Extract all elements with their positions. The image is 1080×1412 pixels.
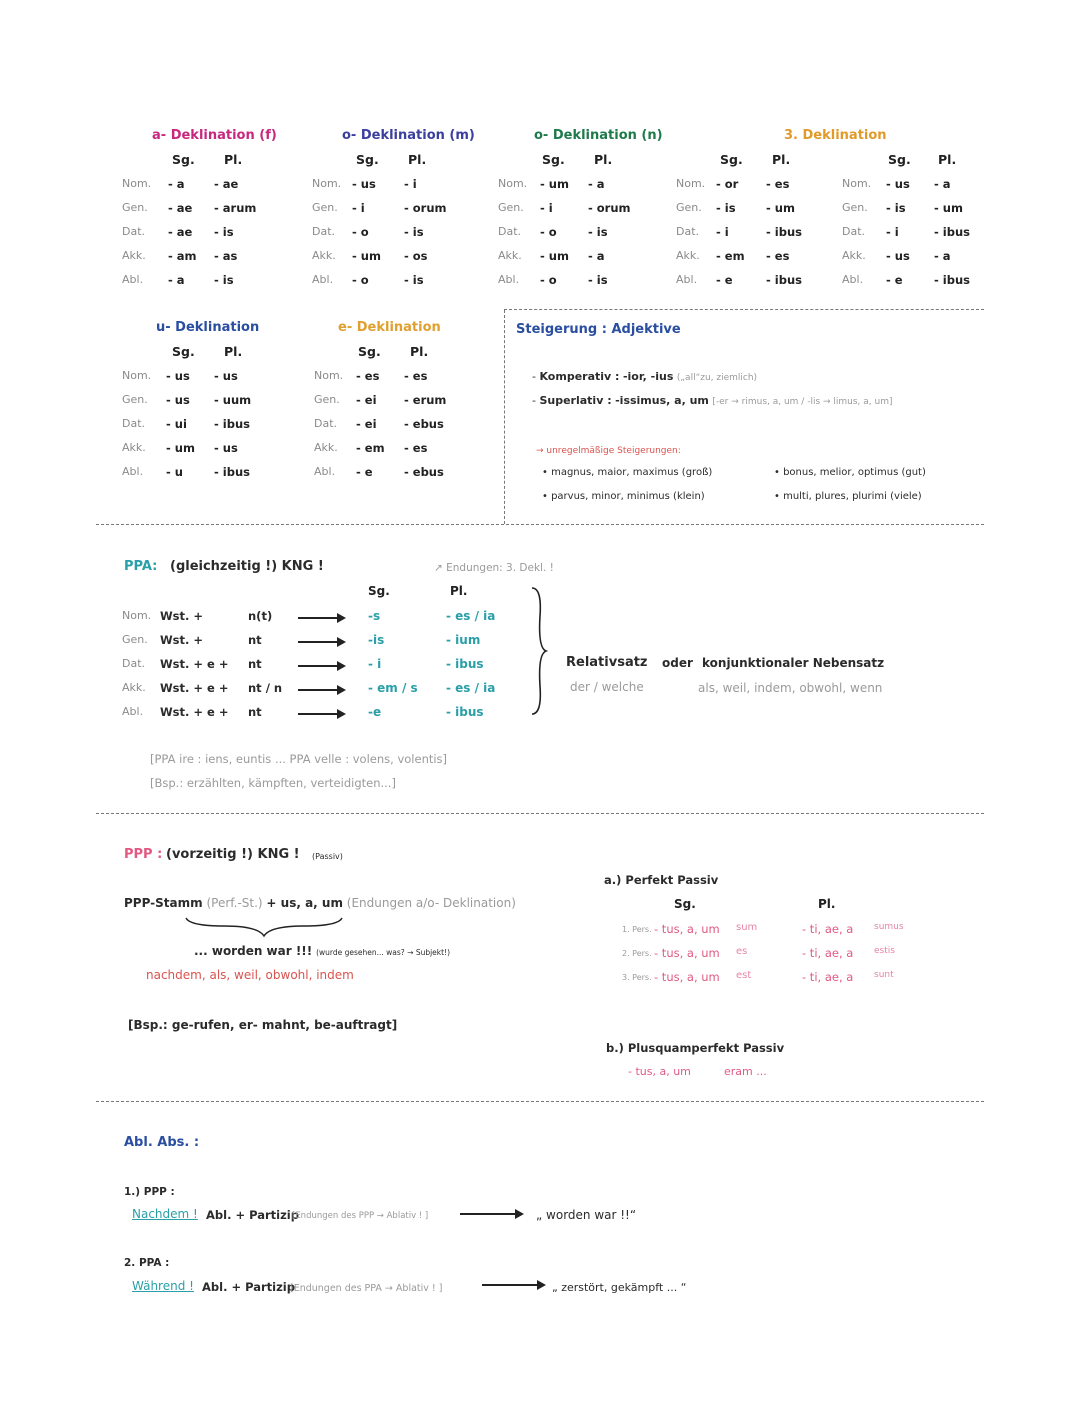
singular-header: Sg. xyxy=(888,152,911,167)
section-divider xyxy=(96,813,984,814)
ppa-singular-ending: - em / s xyxy=(368,681,418,695)
perfekt-singular-ending: - tus, a, um xyxy=(654,922,720,936)
section-divider xyxy=(96,524,984,525)
singular-ending: - um xyxy=(352,249,381,263)
singular-header: Sg. xyxy=(358,344,381,359)
plural-ending: - ibus xyxy=(934,225,970,239)
perfekt-plural-aux: sumus xyxy=(874,922,904,932)
singular-ending: - o xyxy=(540,273,557,287)
case-label: Abl. xyxy=(676,273,698,286)
plural-ending: - i xyxy=(404,177,417,191)
perfekt-person-label: 3. Pers. xyxy=(622,973,652,982)
ppa-endings-note: ↗ Endungen: 3. Dekl. ! xyxy=(434,562,554,574)
plural-ending: - es xyxy=(766,177,790,191)
case-label: Akk. xyxy=(842,249,866,262)
ppa-case-label: Nom. xyxy=(122,609,152,622)
declension-title: 3. Deklination xyxy=(784,128,887,143)
singular-header: Sg. xyxy=(542,152,565,167)
perfekt-plural-ending: - ti, ae, a xyxy=(802,946,854,960)
singular-ending: - o xyxy=(352,225,369,239)
irregular-text: bonus, melior, optimus (gut) xyxy=(783,467,926,478)
plural-ending: - arum xyxy=(214,201,257,215)
plural-ending: - a xyxy=(934,249,951,263)
ppa-brace xyxy=(528,586,548,716)
plural-ending: - ibus xyxy=(214,465,250,479)
singular-ending: - em xyxy=(716,249,745,263)
perfekt-singular-aux: sum xyxy=(736,922,758,933)
plural-header: Pl. xyxy=(594,152,613,167)
konjunktional-label: konjunktionaler Nebensatz xyxy=(702,656,885,670)
ppa-plural-ending: - es / ia xyxy=(446,681,496,695)
singular-header: Sg. xyxy=(172,152,195,167)
case-label: Abl. xyxy=(842,273,864,286)
plural-ending: - is xyxy=(404,273,424,287)
ppa-row-arrow xyxy=(298,665,344,667)
ppp-stem-line xyxy=(124,896,516,910)
ppp-underbrace xyxy=(184,916,344,938)
singular-ending: - um xyxy=(540,249,569,263)
perfekt-singular-aux: es xyxy=(736,946,748,957)
plural-ending: - es xyxy=(404,441,428,455)
case-label: Dat. xyxy=(676,225,700,238)
ppa-sg-header: Sg. xyxy=(368,584,390,598)
perfekt-person-label: 2. Pers. xyxy=(622,949,652,958)
ppa-singular-ending: -e xyxy=(368,705,382,719)
plural-ending: - orum xyxy=(404,201,447,215)
ppp-conjunctions: nachdem, als, weil, obwohl, indem xyxy=(146,968,354,982)
ppa-suffix: nt / n xyxy=(248,681,283,695)
case-label: Dat. xyxy=(122,225,146,238)
plural-ending: - ibus xyxy=(214,417,250,431)
ppa-case-label: Akk. xyxy=(122,681,146,694)
oder-label: oder xyxy=(662,656,693,670)
ppa-subtitle: (gleichzeitig !) KNG ! xyxy=(170,559,324,574)
plural-ending: - ibus xyxy=(766,225,802,239)
singular-header: Sg. xyxy=(172,344,195,359)
case-label: Dat. xyxy=(122,417,146,430)
case-label: Abl. xyxy=(498,273,520,286)
singular-ending: - ae xyxy=(168,201,193,215)
singular-ending: - e xyxy=(356,465,373,479)
plural-ending: - ibus xyxy=(934,273,970,287)
ppa-singular-ending: -is xyxy=(368,633,385,647)
singular-header: Sg. xyxy=(356,152,379,167)
case-label: Gen. xyxy=(676,201,702,214)
case-label: Gen. xyxy=(498,201,524,214)
ppa-plural-ending: - ibus xyxy=(446,705,484,719)
singular-ending: - e xyxy=(716,273,733,287)
ablabs-item2-result: „ zerstört, gekämpft ... “ xyxy=(552,1281,687,1294)
ablabs-item1-arrow xyxy=(460,1213,522,1215)
plural-header: Pl. xyxy=(224,344,243,359)
case-label: Dat. xyxy=(842,225,866,238)
declension-title: o- Deklination (n) xyxy=(534,128,663,143)
ablabs-item1-keyword: Nachdem ! xyxy=(132,1207,198,1221)
case-label: Abl. xyxy=(312,273,334,286)
ppp-title: PPP : xyxy=(124,847,163,862)
singular-ending: - ei xyxy=(356,393,377,407)
case-label: Dat. xyxy=(314,417,338,430)
plural-ending: - ibus xyxy=(766,273,802,287)
case-label: Akk. xyxy=(122,441,146,454)
ablabs-item1-result: „ worden war !!“ xyxy=(536,1208,637,1222)
singular-ending: - us xyxy=(886,249,910,263)
case-label: Akk. xyxy=(312,249,336,262)
ppa-plural-ending: - ium xyxy=(446,633,481,647)
ppp-stem-note: (Endungen a/o- Deklination) xyxy=(346,896,516,910)
singular-ending: - um xyxy=(166,441,195,455)
ppa-plural-ending: - es / ia xyxy=(446,609,496,623)
plural-ending: - a xyxy=(934,177,951,191)
plural-header: Pl. xyxy=(938,152,957,167)
irregular-item: • magnus, maior, maximus (groß) xyxy=(542,467,713,478)
ablabs-item1-rule: Abl. + Partizip xyxy=(206,1208,299,1222)
plural-ending: - uum xyxy=(214,393,252,407)
case-label: Nom. xyxy=(314,369,344,382)
superlativ-line: - Superlativ : -issimus, a, um [-er → rimus, a, um / -lis → limus, a, um] xyxy=(532,394,893,407)
case-label: Nom. xyxy=(498,177,528,190)
plusquamperfekt-title: b.) Plusquamperfekt Passiv xyxy=(606,1041,785,1055)
plural-ending: - um xyxy=(934,201,963,215)
superlativ-endings: -issimus, a, um xyxy=(615,394,709,407)
singular-ending: - i xyxy=(716,225,729,239)
ppa-row-arrow xyxy=(298,689,344,691)
singular-ending: - us xyxy=(166,393,190,407)
ppa-row-arrow xyxy=(298,713,344,715)
ppa-plural-ending: - ibus xyxy=(446,657,484,671)
case-label: Nom. xyxy=(842,177,872,190)
case-label: Abl. xyxy=(122,465,144,478)
perfekt-singular-ending: - tus, a, um xyxy=(654,946,720,960)
relativsatz-label: Relativsatz xyxy=(566,655,648,670)
plusquamperfekt-endings: - tus, a, um xyxy=(628,1065,691,1078)
ppa-stem: Wst. + xyxy=(160,609,204,623)
ppa-row-arrow xyxy=(298,617,344,619)
singular-ending: - us xyxy=(352,177,376,191)
singular-ending: - ei xyxy=(356,417,377,431)
singular-ending: - um xyxy=(540,177,569,191)
singular-ending: - or xyxy=(716,177,739,191)
ppa-stem: Wst. + xyxy=(160,633,204,647)
ppa-stem: Wst. + e + xyxy=(160,657,229,671)
section-divider xyxy=(96,1101,984,1102)
komparativ-note: („all“zu, ziemlich) xyxy=(676,373,758,383)
ablabs-item1-label: 1.) PPP : xyxy=(124,1186,175,1198)
perfekt-person-label: 1. Pers. xyxy=(622,925,652,934)
superlativ-note: [-er → rimus, a, um / -lis → limus, a, um] xyxy=(712,397,893,407)
case-label: Gen. xyxy=(122,201,148,214)
singular-header: Sg. xyxy=(720,152,743,167)
case-label: Abl. xyxy=(314,465,336,478)
plural-header: Pl. xyxy=(224,152,243,167)
komparativ-line: - Komperativ : -ior, -ius („all“zu, ziemlich) xyxy=(532,370,758,383)
ppp-example: [Bsp.: ge-rufen, er- mahnt, be-auftragt] xyxy=(128,1018,398,1032)
perfekt-plural-ending: - ti, ae, a xyxy=(802,970,854,984)
perfekt-singular-ending: - tus, a, um xyxy=(654,970,720,984)
case-label: Nom. xyxy=(122,177,152,190)
ablabs-item2-keyword: Während ! xyxy=(132,1279,194,1293)
komparativ-endings: -ior, -ius xyxy=(622,370,674,383)
plural-ending: - orum xyxy=(588,201,631,215)
perfekt-sg-header: Sg. xyxy=(674,897,696,911)
plural-ending: - is xyxy=(588,273,608,287)
ppp-stem-label: PPP-Stamm xyxy=(124,896,203,910)
perfekt-plural-aux: sunt xyxy=(874,970,894,980)
superlativ-label: Superlativ : xyxy=(539,394,612,407)
plural-header: Pl. xyxy=(772,152,791,167)
ppa-case-label: Abl. xyxy=(122,705,144,718)
ppp-worden-line xyxy=(194,944,450,958)
perfekt-singular-aux: est xyxy=(736,970,752,981)
case-label: Nom. xyxy=(676,177,706,190)
irregular-item: • parvus, minor, minimus (klein) xyxy=(542,491,705,502)
singular-ending: - u xyxy=(166,465,183,479)
case-label: Gen. xyxy=(312,201,338,214)
plural-ending: - is xyxy=(214,273,234,287)
singular-ending: - a xyxy=(168,273,185,287)
singular-ending: - i xyxy=(540,201,553,215)
singular-ending: - em xyxy=(356,441,385,455)
plural-ending: - erum xyxy=(404,393,447,407)
perfekt-pl-header: Pl. xyxy=(818,897,836,911)
ppa-note-example: [Bsp.: erzählten, kämpften, verteidigten...] xyxy=(150,776,396,790)
ablabs-item2-arrow xyxy=(482,1284,544,1286)
ppa-note-ire-velle: [PPA ire : iens, euntis ... PPA velle : volens, volentis] xyxy=(150,752,448,766)
case-label: Nom. xyxy=(312,177,342,190)
ppa-conjunctions: als, weil, indem, obwohl, wenn xyxy=(698,681,883,695)
plural-header: Pl. xyxy=(408,152,427,167)
case-label: Nom. xyxy=(122,369,152,382)
singular-ending: - o xyxy=(352,273,369,287)
singular-ending: - us xyxy=(886,177,910,191)
case-label: Akk. xyxy=(314,441,338,454)
ablabs-item2-note: [Endungen des PPA → Ablativ ! ] xyxy=(290,1283,443,1294)
singular-ending: - i xyxy=(352,201,365,215)
declension-title: o- Deklination (m) xyxy=(342,128,475,143)
plural-ending: - us xyxy=(214,441,238,455)
irregular-text: parvus, minor, minimus (klein) xyxy=(551,491,705,502)
steigerung-divider xyxy=(504,310,505,524)
plural-ending: - is xyxy=(588,225,608,239)
plural-ending: - um xyxy=(766,201,795,215)
ppa-row-arrow xyxy=(298,641,344,643)
ppa-singular-ending: -s xyxy=(368,609,381,623)
ppa-title: PPA: xyxy=(124,559,158,574)
singular-ending: - es xyxy=(356,369,380,383)
ppa-stem: Wst. + e + xyxy=(160,681,229,695)
singular-ending: - o xyxy=(540,225,557,239)
irregular-item: • multi, plures, plurimi (viele) xyxy=(774,491,922,502)
plural-ending: - os xyxy=(404,249,428,263)
ppp-passiv-note: (Passiv) xyxy=(312,852,343,861)
ppa-case-label: Dat. xyxy=(122,657,146,670)
perfekt-plural-ending: - ti, ae, a xyxy=(802,922,854,936)
plural-ending: - ebus xyxy=(404,417,444,431)
case-label: Dat. xyxy=(312,225,336,238)
case-label: Akk. xyxy=(122,249,146,262)
case-label: Abl. xyxy=(122,273,144,286)
singular-ending: - is xyxy=(886,201,906,215)
irregular-text: multi, plures, plurimi (viele) xyxy=(783,491,922,502)
ppp-stem-endings: + us, a, um xyxy=(266,896,343,910)
plural-ending: - es xyxy=(766,249,790,263)
plural-ending: - es xyxy=(404,369,428,383)
ppa-pl-header: Pl. xyxy=(450,584,468,598)
case-label: Gen. xyxy=(314,393,340,406)
ppa-singular-ending: - i xyxy=(368,657,382,671)
perfekt-passiv-title: a.) Perfekt Passiv xyxy=(604,873,719,887)
singular-ending: - ui xyxy=(166,417,187,431)
plural-ending: - us xyxy=(214,369,238,383)
perfekt-plural-aux: estis xyxy=(874,946,895,956)
plural-ending: - ae xyxy=(214,177,239,191)
case-label: Akk. xyxy=(676,249,700,262)
declension-title: e- Deklination xyxy=(338,320,441,335)
ppa-suffix: nt xyxy=(248,705,262,719)
case-label: Akk. xyxy=(498,249,522,262)
ablabs-item1-note: [Endungen des PPP → Ablativ ! ] xyxy=(292,1211,429,1221)
singular-ending: - am xyxy=(168,249,197,263)
singular-ending: - us xyxy=(166,369,190,383)
ablabs-title: Abl. Abs. : xyxy=(124,1135,200,1150)
plural-ending: - as xyxy=(214,249,238,263)
ppa-suffix: n(t) xyxy=(248,609,273,623)
plusquamperfekt-aux: eram ... xyxy=(724,1065,767,1078)
ppp-subtitle: (vorzeitig !) KNG ! xyxy=(166,847,300,862)
declension-title: a- Deklination (f) xyxy=(152,128,277,143)
case-label: Dat. xyxy=(498,225,522,238)
irregular-item: • bonus, melior, optimus (gut) xyxy=(774,467,926,478)
plural-header: Pl. xyxy=(410,344,429,359)
ppa-stem: Wst. + e + xyxy=(160,705,229,719)
ppp-worden-note: (wurde gesehen... was? → Subjekt!) xyxy=(316,948,451,957)
ablabs-item2-label: 2. PPA : xyxy=(124,1257,170,1269)
singular-ending: - is xyxy=(716,201,736,215)
komparativ-label: Komperativ : xyxy=(539,370,620,383)
plural-ending: - is xyxy=(214,225,234,239)
case-label: Gen. xyxy=(122,393,148,406)
ppa-suffix: nt xyxy=(248,657,262,671)
case-label: Gen. xyxy=(842,201,868,214)
singular-ending: - i xyxy=(886,225,899,239)
der-welche-label: der / welche xyxy=(570,680,644,694)
ppp-stem-detail: (Perf.-St.) xyxy=(206,896,263,910)
singular-ending: - e xyxy=(886,273,903,287)
irregular-title: → unregelmäßige Steigerungen: xyxy=(536,446,681,456)
steigerung-title: Steigerung : Adjektive xyxy=(516,322,681,337)
plural-ending: - is xyxy=(404,225,424,239)
ppa-case-label: Gen. xyxy=(122,633,148,646)
ablabs-item2-rule: Abl. + Partizip xyxy=(202,1280,295,1294)
singular-ending: - a xyxy=(168,177,185,191)
steigerung-top-border xyxy=(504,309,984,310)
plural-ending: - a xyxy=(588,249,605,263)
singular-ending: - ae xyxy=(168,225,193,239)
plural-ending: - a xyxy=(588,177,605,191)
irregular-text: magnus, maior, maximus (groß) xyxy=(551,467,713,478)
ppp-worden-text: ... worden war !!! xyxy=(194,944,313,958)
plural-ending: - ebus xyxy=(404,465,444,479)
declension-title: u- Deklination xyxy=(156,320,260,335)
ppa-suffix: nt xyxy=(248,633,262,647)
